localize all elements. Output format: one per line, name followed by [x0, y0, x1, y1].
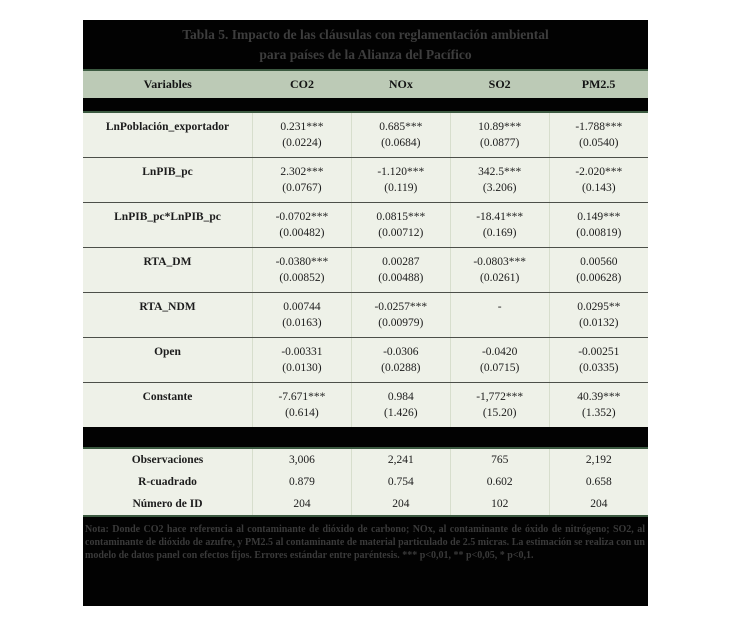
- coefficient-value: -1.120***: [351, 158, 450, 181]
- standard-error-value: (0.614): [253, 405, 352, 427]
- statistic-value: 204: [549, 493, 648, 515]
- statistic-label: Número de ID: [83, 493, 253, 515]
- statistic-value: 204: [351, 493, 450, 515]
- statistics-row: [83, 471, 648, 493]
- standard-error-value: (0.0540): [549, 135, 648, 158]
- standard-error-value: (1.352): [549, 405, 648, 427]
- black-divider-band: [83, 427, 648, 448]
- coefficient-value: 0.0815***: [351, 203, 450, 226]
- table-header: [83, 70, 648, 98]
- coefficient-row: [83, 248, 648, 271]
- standard-error-value: (15.20): [450, 405, 549, 427]
- coefficient-value: -0.0803***: [450, 248, 549, 271]
- statistic-value: 0.602: [450, 471, 549, 493]
- coefficient-value: -0.0257***: [351, 293, 450, 316]
- coefficient-value: 2.302***: [253, 158, 352, 181]
- standard-error-value: (1.426): [351, 405, 450, 427]
- standard-error-value: [450, 315, 549, 338]
- standard-error-value: (0.00488): [351, 270, 450, 293]
- standard-error-value: (0.00628): [549, 270, 648, 293]
- standard-error-row: [83, 225, 648, 248]
- coefficient-value: 0.984: [351, 383, 450, 406]
- column-header-pm2-5: PM2.5: [549, 70, 648, 98]
- table-footnote: Nota: Donde CO2 hace referencia al contaminante de dióxido de carbono; NOx, al contaminante de óxido de nitrógeno; SO2, al contaminante de dióxido de azufre, y PM2.5 al contaminante de material particulado de 2.5 micras. La estimación se realiza con un modelo de datos panel con efectos fijos. Errores estándar entre paréntesis. *** p<0,01, ** p<0,05, * p<0,1.: [83, 515, 648, 595]
- statistics-row: [83, 448, 648, 471]
- statistic-label: R-cuadrado: [83, 471, 253, 493]
- coefficient-value: -18.41***: [450, 203, 549, 226]
- variable-name: LnPIB_pc*LnPIB_pc: [83, 203, 253, 226]
- statistic-value: 765: [450, 448, 549, 471]
- standard-error-value: (0.0767): [253, 180, 352, 203]
- coefficient-row: [83, 338, 648, 361]
- standard-error-value: (0.0224): [253, 135, 352, 158]
- variable-name: LnPIB_pc: [83, 158, 253, 181]
- statistic-value: 102: [450, 493, 549, 515]
- standard-error-value: (0.0335): [549, 360, 648, 383]
- statistic-value: 3,006: [253, 448, 352, 471]
- coefficient-value: 0.231***: [253, 112, 352, 135]
- standard-error-value: (0.0288): [351, 360, 450, 383]
- coefficient-row: [83, 112, 648, 135]
- coefficient-value: 0.00744: [253, 293, 352, 316]
- coefficient-value: -0.0702***: [253, 203, 352, 226]
- coefficient-value: 342.5***: [450, 158, 549, 181]
- standard-error-row: [83, 315, 648, 338]
- standard-error-value: (0.0132): [549, 315, 648, 338]
- coefficient-value: -1,772***: [450, 383, 549, 406]
- statistic-value: 0.879: [253, 471, 352, 493]
- coefficient-value: -7.671***: [253, 383, 352, 406]
- variable-name: RTA_DM: [83, 248, 253, 271]
- standard-error-row: [83, 180, 648, 203]
- variable-name: Constante: [83, 383, 253, 406]
- standard-error-value: (0.0877): [450, 135, 549, 158]
- coefficient-value: 0.0295**: [549, 293, 648, 316]
- column-header-co2: CO2: [253, 70, 352, 98]
- statistic-value: 2,192: [549, 448, 648, 471]
- standard-error-row: [83, 405, 648, 427]
- standard-error-value: (0.0163): [253, 315, 352, 338]
- standard-error-value: (0.00712): [351, 225, 450, 248]
- coefficient-row: [83, 158, 648, 181]
- statistic-label: Observaciones: [83, 448, 253, 471]
- statistics-row: [83, 493, 648, 515]
- standard-error-value: (0.169): [450, 225, 549, 248]
- variable-name: Open: [83, 338, 253, 361]
- coefficient-value: -0.00251: [549, 338, 648, 361]
- standard-error-value: (0.143): [549, 180, 648, 203]
- standard-error-row: [83, 135, 648, 158]
- coefficient-value: 0.149***: [549, 203, 648, 226]
- coefficient-value: -0.00331: [253, 338, 352, 361]
- coefficient-row: [83, 293, 648, 316]
- column-header-variables: Variables: [83, 70, 253, 98]
- statistic-value: 0.658: [549, 471, 648, 493]
- standard-error-value: (0.00482): [253, 225, 352, 248]
- black-divider-band: [83, 98, 648, 112]
- coefficient-value: -: [450, 293, 549, 316]
- coefficient-value: -2.020***: [549, 158, 648, 181]
- coefficient-value: 0.685***: [351, 112, 450, 135]
- coefficient-value: -0.0380***: [253, 248, 352, 271]
- regression-table-panel: [83, 20, 648, 606]
- coefficient-value: 0.00560: [549, 248, 648, 271]
- header-row: [83, 70, 648, 98]
- column-header-nox: NOx: [351, 70, 450, 98]
- standard-error-value: (0.00852): [253, 270, 352, 293]
- variable-name: LnPoblación_exportador: [83, 112, 253, 135]
- coefficient-value: 40.39***: [549, 383, 648, 406]
- coefficient-row: [83, 383, 648, 406]
- variable-name: RTA_NDM: [83, 293, 253, 316]
- coefficient-value: 0.00287: [351, 248, 450, 271]
- statistic-value: 0.754: [351, 471, 450, 493]
- coefficient-value: -0.0420: [450, 338, 549, 361]
- results-table: [83, 69, 648, 515]
- coefficient-value: -1.788***: [549, 112, 648, 135]
- standard-error-value: (0.0261): [450, 270, 549, 293]
- table-title-line1: Tabla 5. Impacto de las cláusulas con reglamentación ambiental: [182, 27, 549, 42]
- table-title: [83, 20, 648, 69]
- column-header-so2: SO2: [450, 70, 549, 98]
- coefficient-row: [83, 203, 648, 226]
- standard-error-value: (0.00979): [351, 315, 450, 338]
- standard-error-value: (0.00819): [549, 225, 648, 248]
- standard-error-row: [83, 270, 648, 293]
- coefficient-value: 10.89***: [450, 112, 549, 135]
- statistic-value: 2,241: [351, 448, 450, 471]
- statistic-value: 204: [253, 493, 352, 515]
- standard-error-row: [83, 360, 648, 383]
- coefficient-value: -0.0306: [351, 338, 450, 361]
- standard-error-value: (0.119): [351, 180, 450, 203]
- standard-error-value: (3.206): [450, 180, 549, 203]
- standard-error-value: (0.0684): [351, 135, 450, 158]
- standard-error-value: (0.0130): [253, 360, 352, 383]
- table-title-line2: para países de la Alianza del Pacífico: [259, 46, 472, 62]
- standard-error-value: (0.0715): [450, 360, 549, 383]
